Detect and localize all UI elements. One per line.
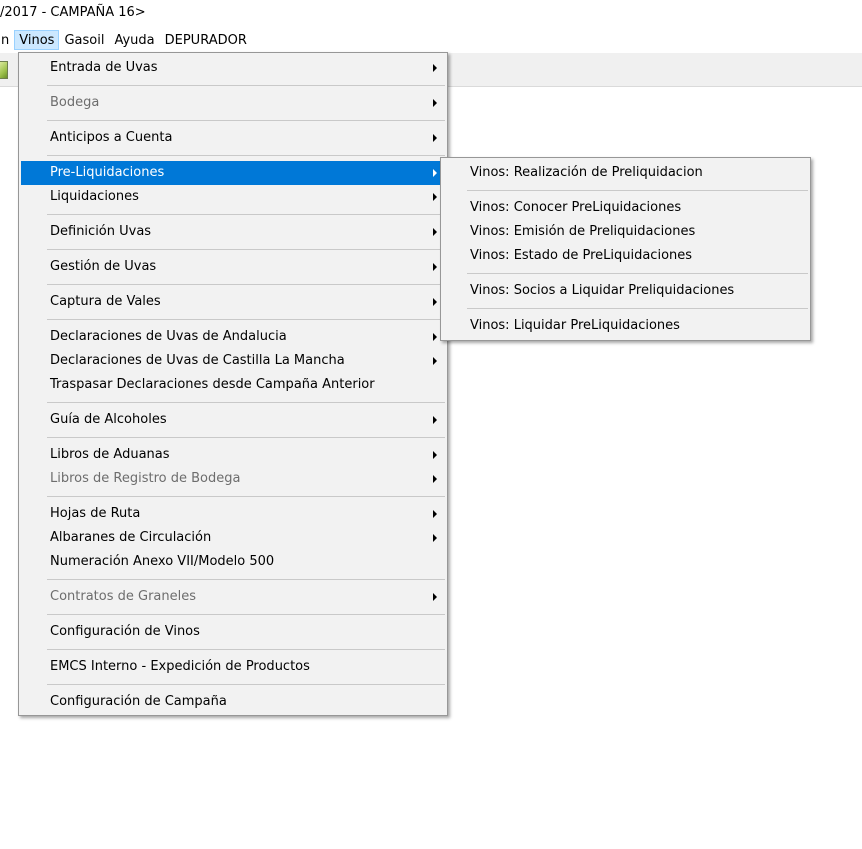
menu-separator [47, 319, 445, 320]
menu-bar-item-vinos[interactable]: Vinos [14, 30, 59, 50]
menu-separator [467, 308, 808, 309]
menu-item-albaranes-de-circulacion[interactable]: Albaranes de Circulación [21, 526, 445, 550]
menu-separator [47, 249, 445, 250]
submenu-arrow-icon [433, 333, 437, 341]
menu-bar-item-gasoil[interactable]: Gasoil [64, 33, 105, 48]
submenu-arrow-icon [433, 357, 437, 365]
menu-item-pre-liquidaciones[interactable]: Pre-Liquidaciones [21, 161, 445, 185]
submenu-arrow-icon [433, 298, 437, 306]
menu-item-traspasar-declaraciones[interactable]: Traspasar Declaraciones desde Campaña Anterior [50, 377, 375, 392]
submenu-arrow-icon [433, 263, 437, 271]
menu-item-entrada-de-uvas[interactable]: Entrada de Uvas [21, 56, 445, 80]
submenu-arrow-icon [433, 451, 437, 459]
menu-separator [47, 579, 445, 580]
submenu-item-estado-preliquidaciones[interactable]: Vinos: Estado de PreLiquidaciones [470, 248, 693, 263]
submenu-arrow-icon [433, 64, 437, 72]
menu-item-guia-de-alcoholes[interactable]: Guía de Alcoholes [21, 408, 445, 432]
menu-separator [467, 190, 808, 191]
menu-item-emcs-interno[interactable]: EMCS Interno - Expedición de Productos [50, 659, 310, 674]
menu-separator [467, 273, 808, 274]
menu-bar-item-depurador[interactable]: DEPURADOR [164, 33, 247, 48]
submenu-arrow-icon [433, 228, 437, 236]
pre-liquidaciones-submenu [440, 157, 811, 341]
menu-separator [47, 437, 445, 438]
menu-item-gestion-de-uvas[interactable]: Gestión de Uvas [21, 255, 445, 279]
menu-separator [47, 649, 445, 650]
submenu-arrow-icon [433, 593, 437, 601]
submenu-item-emision-preliquidaciones[interactable]: Vinos: Emisión de Preliquidaciones [470, 224, 696, 239]
submenu-item-conocer-preliquidaciones[interactable]: Vinos: Conocer PreLiquidaciones [470, 200, 682, 215]
submenu-arrow-icon [433, 193, 437, 201]
menu-item-bodega: Bodega [21, 91, 445, 115]
menu-separator [47, 85, 445, 86]
menu-item-libros-de-registro-de-bodega: Libros de Registro de Bodega [21, 467, 445, 491]
menu-bar [0, 30, 862, 50]
menu-separator [47, 496, 445, 497]
menu-item-declaraciones-andalucia[interactable]: Declaraciones de Uvas de Andalucia [21, 325, 445, 349]
menu-bar-item-ayuda[interactable]: Ayuda [114, 33, 155, 48]
menu-separator [47, 214, 445, 215]
menu-item-captura-de-vales[interactable]: Captura de Vales [21, 290, 445, 314]
vinos-menu [18, 52, 448, 716]
menu-item-numeracion-anexo-vii[interactable]: Numeración Anexo VII/Modelo 500 [50, 554, 275, 569]
menu-item-definicion-uvas[interactable]: Definición Uvas [21, 220, 445, 244]
submenu-arrow-icon [433, 169, 437, 177]
menu-item-hojas-de-ruta[interactable]: Hojas de Ruta [21, 502, 445, 526]
submenu-item-liquidar-preliquidaciones[interactable]: Vinos: Liquidar PreLiquidaciones [470, 318, 680, 333]
submenu-item-realizacion-preliquidacion[interactable]: Vinos: Realización de Preliquidacion [470, 165, 703, 180]
menu-bar-item-partial[interactable]: n [1, 33, 10, 48]
menu-item-libros-de-aduanas[interactable]: Libros de Aduanas [21, 443, 445, 467]
window-title: /2017 - CAMPAÑA 16> [0, 5, 146, 20]
menu-separator [47, 684, 445, 685]
menu-item-configuracion-de-campana[interactable]: Configuración de Campaña [50, 694, 227, 709]
submenu-arrow-icon [433, 416, 437, 424]
menu-separator [47, 155, 445, 156]
menu-item-anticipos-a-cuenta[interactable]: Anticipos a Cuenta [21, 126, 445, 150]
menu-separator [47, 120, 445, 121]
menu-separator [47, 402, 445, 403]
menu-item-liquidaciones[interactable]: Liquidaciones [21, 185, 445, 209]
toolbar-icon[interactable] [0, 61, 8, 79]
submenu-arrow-icon [433, 475, 437, 483]
submenu-arrow-icon [433, 134, 437, 142]
submenu-arrow-icon [433, 99, 437, 107]
menu-item-declaraciones-castilla-la-mancha[interactable]: Declaraciones de Uvas de Castilla La Mancha [21, 349, 445, 373]
submenu-arrow-icon [433, 510, 437, 518]
menu-separator [47, 614, 445, 615]
menu-separator [47, 284, 445, 285]
menu-item-configuracion-de-vinos[interactable]: Configuración de Vinos [50, 624, 200, 639]
submenu-item-socios-a-liquidar[interactable]: Vinos: Socios a Liquidar Preliquidaciones [470, 283, 735, 298]
submenu-arrow-icon [433, 534, 437, 542]
menu-item-contratos-de-graneles: Contratos de Graneles [21, 585, 445, 609]
